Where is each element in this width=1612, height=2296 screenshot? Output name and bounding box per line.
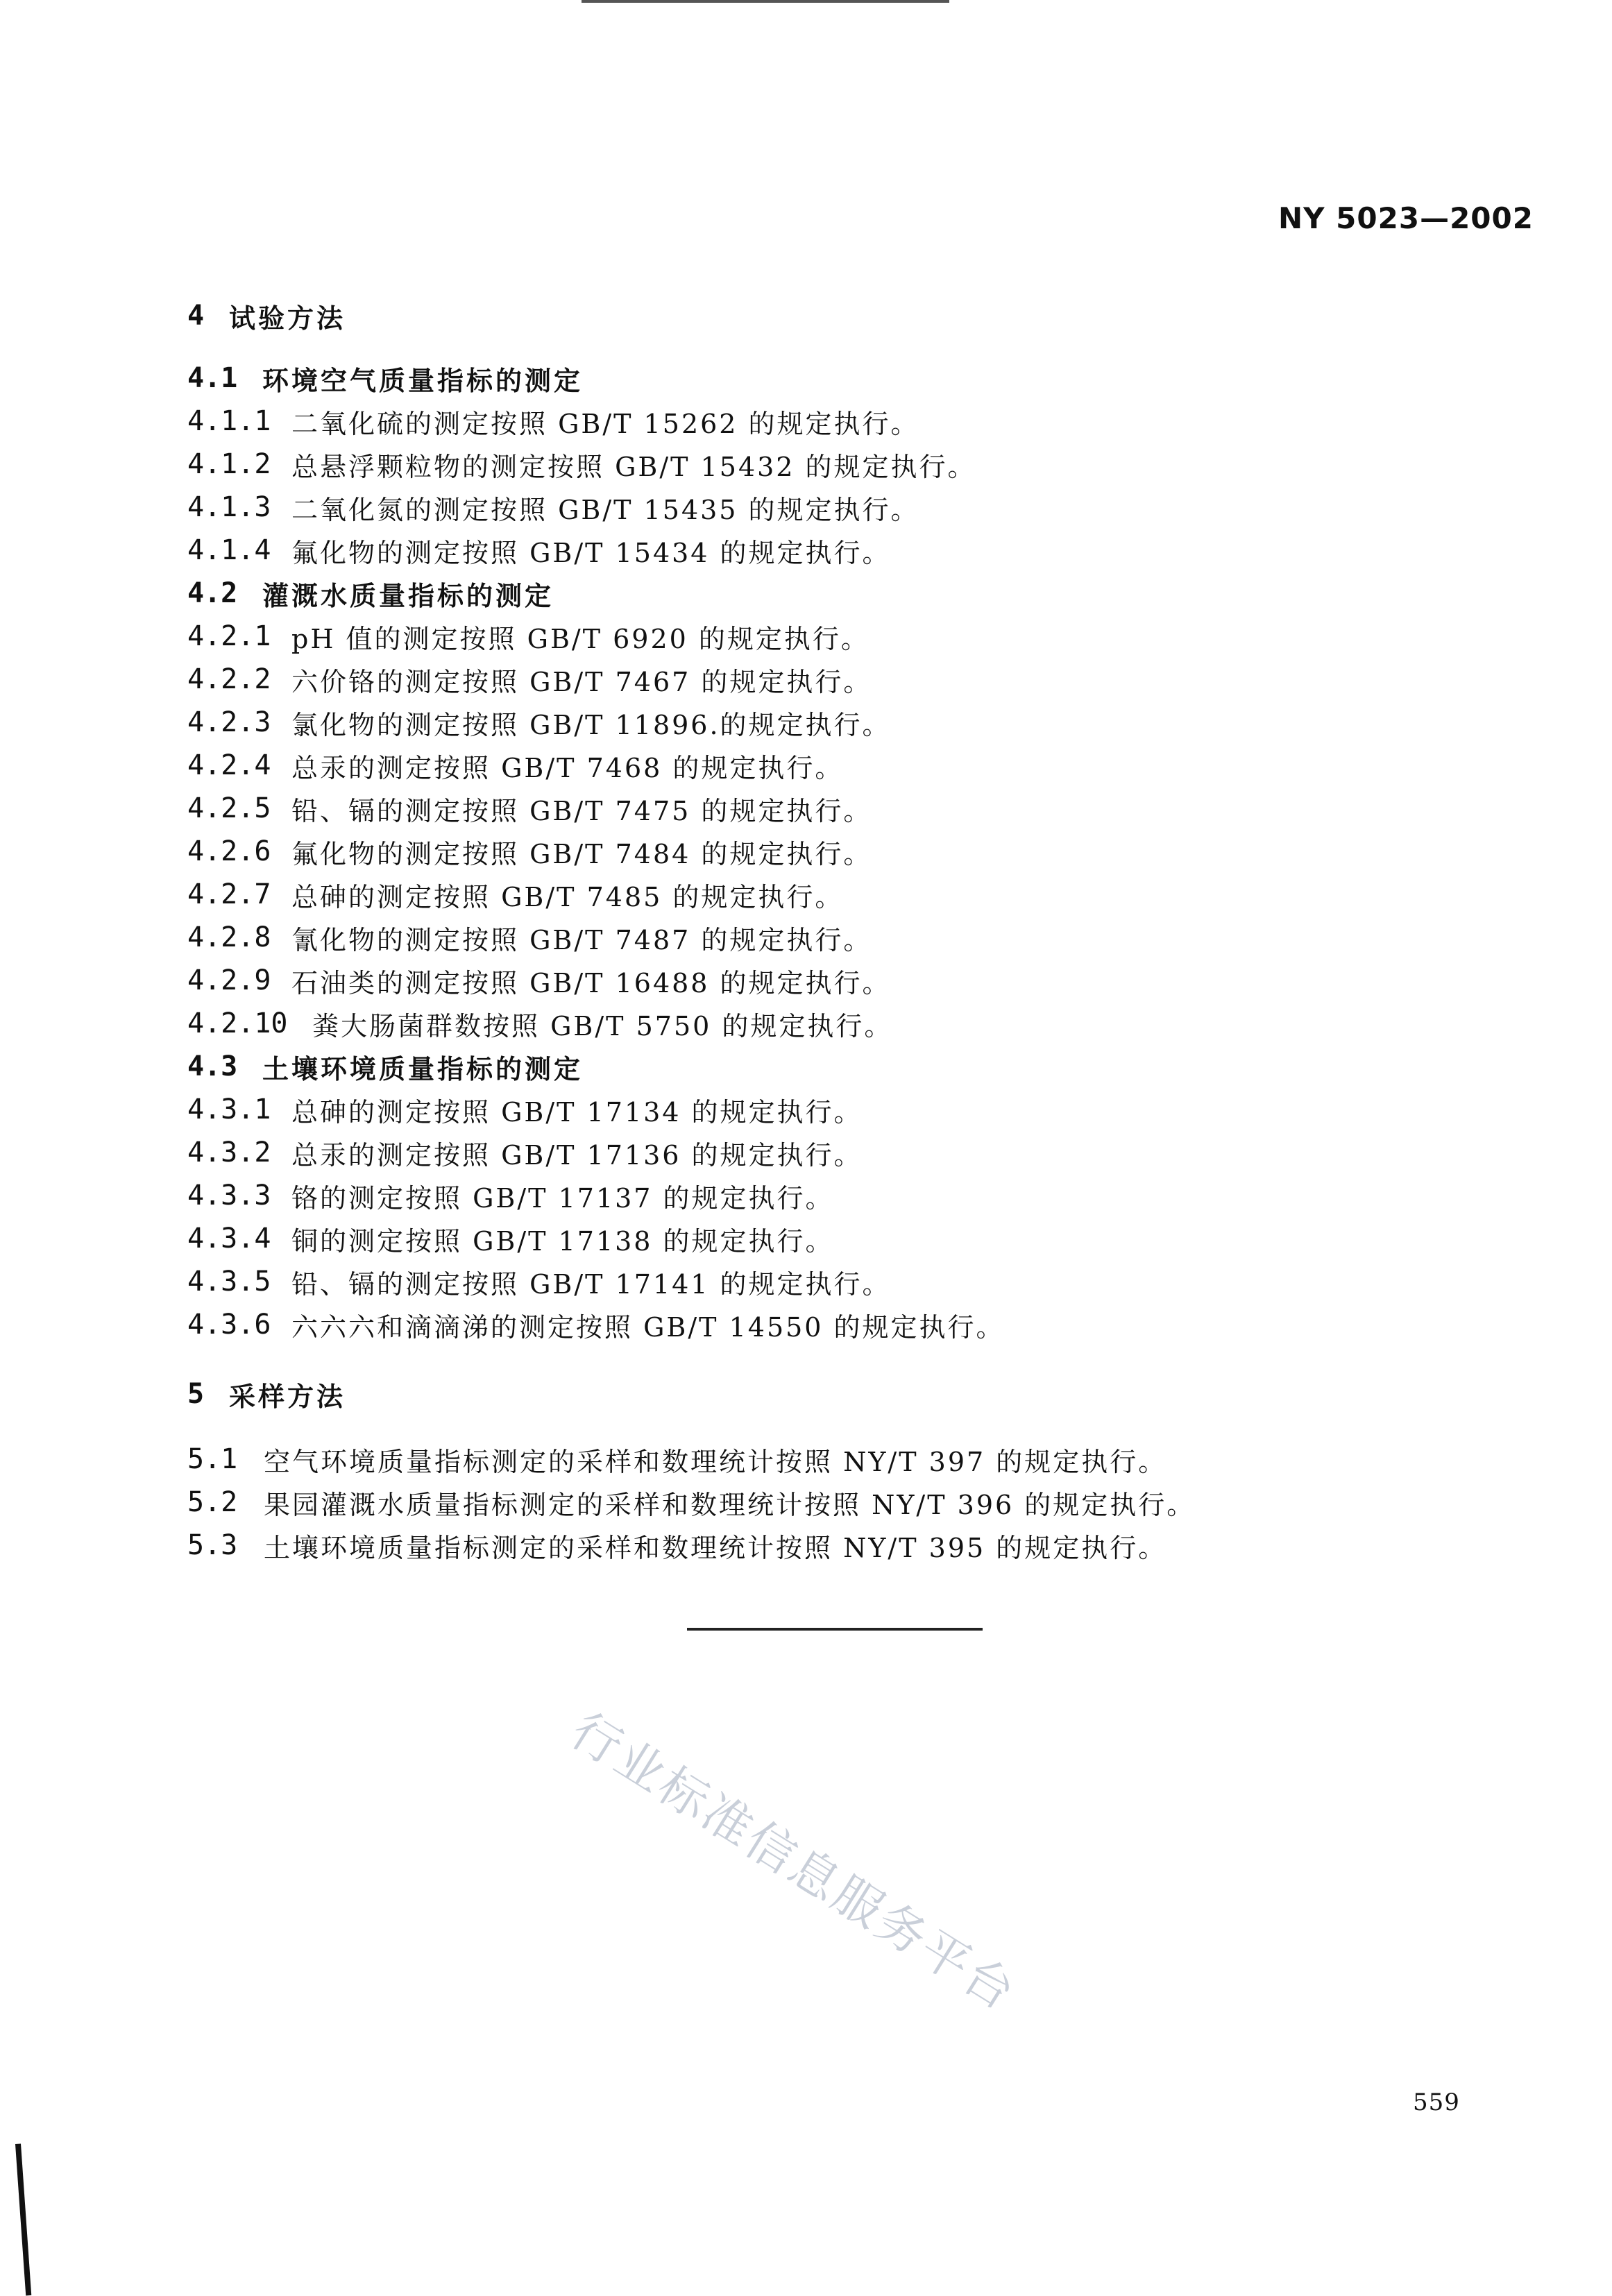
clause-number: 5.3 <box>187 1529 238 1561</box>
clause-number: 4.3.1 <box>187 1094 271 1125</box>
section-number: 4 <box>187 300 205 332</box>
clause-number: 4.2.4 <box>187 749 271 781</box>
clause-line <box>187 1174 834 1217</box>
clause-line <box>187 959 891 1002</box>
clause-text: 铜的测定按照 GB/T 17138 的规定执行。 <box>291 1225 834 1257</box>
clause-text: 六六六和滴滴涕的测定按照 GB/T 14550 的规定执行。 <box>291 1311 1005 1343</box>
clause-line <box>187 1131 863 1174</box>
subsection-number: 4.1 <box>187 362 238 394</box>
section-number: 5 <box>187 1378 205 1410</box>
subsection-title: 土壤环境质量指标的测定 <box>262 1053 584 1085</box>
clause-text: pH 值的测定按照 GB/T 6920 的规定执行。 <box>291 623 869 654</box>
clause-number: 4.2.2 <box>187 663 271 695</box>
clause-line <box>187 1260 891 1303</box>
clause-line <box>187 916 872 959</box>
clause-line <box>187 830 872 873</box>
clause-line <box>187 787 872 830</box>
section-heading <box>187 1372 346 1415</box>
clause-line <box>187 615 869 658</box>
clause-text: 铬的测定按照 GB/T 17137 的规定执行。 <box>291 1182 834 1214</box>
section-heading <box>187 294 346 337</box>
subsection-number: 4.2 <box>187 577 238 609</box>
clause-line <box>187 1438 1166 1481</box>
subsection-title: 灌溉水质量指标的测定 <box>262 580 554 611</box>
section-title: 试验方法 <box>229 303 346 334</box>
clause-text: 总汞的测定按照 GB/T 17136 的规定执行。 <box>291 1139 863 1171</box>
clause-line <box>187 744 843 787</box>
clause-text: 氟化物的测定按照 GB/T 7484 的规定执行。 <box>291 838 872 869</box>
clause-text: 总悬浮颗粒物的测定按照 GB/T 15432 的规定执行。 <box>291 451 976 482</box>
clause-line <box>187 1217 834 1260</box>
clause-text: 氰化物的测定按照 GB/T 7487 的规定执行。 <box>291 924 872 955</box>
subsection-number: 4.3 <box>187 1051 238 1082</box>
clause-text: 总砷的测定按照 GB/T 17134 的规定执行。 <box>291 1096 863 1128</box>
section-title: 采样方法 <box>229 1381 346 1412</box>
clause-number: 4.2.10 <box>187 1007 288 1039</box>
clause-number: 4.3.2 <box>187 1137 271 1168</box>
clause-number: 4.2.5 <box>187 792 271 824</box>
clause-text: 铅、镉的测定按照 GB/T 17141 的规定执行。 <box>291 1268 891 1300</box>
clause-text: 石油类的测定按照 GB/T 16488 的规定执行。 <box>291 967 891 998</box>
clause-text: 空气环境质量指标测定的采样和数理统计按照 NY/T 397 的规定执行。 <box>264 1446 1167 1477</box>
clause-number: 4.3.3 <box>187 1180 271 1211</box>
clause-number: 4.3.5 <box>187 1266 271 1298</box>
clause-line <box>187 1088 863 1131</box>
watermark: 行业标准信息服务平台 <box>561 1701 1027 2023</box>
clause-number: 5.2 <box>187 1486 238 1518</box>
clause-number: 4.2.8 <box>187 921 271 953</box>
clause-line <box>187 1303 1005 1346</box>
clause-number: 4.1.4 <box>187 534 271 566</box>
clause-number: 4.3.6 <box>187 1309 271 1341</box>
clause-text: 粪大肠菌群数按照 GB/T 5750 的规定执行。 <box>312 1010 893 1041</box>
clause-text: 氯化物的测定按照 GB/T 11896.的规定执行。 <box>291 709 891 740</box>
clause-number: 4.2.9 <box>187 964 271 996</box>
clause-number: 4.2.1 <box>187 620 271 652</box>
clause-line <box>187 873 843 916</box>
subsection-title: 环境空气质量指标的测定 <box>262 365 584 396</box>
clause-line <box>187 443 976 486</box>
clause-text: 氟化物的测定按照 GB/T 15434 的规定执行。 <box>291 537 891 568</box>
clause-text: 总砷的测定按照 GB/T 7485 的规定执行。 <box>291 881 844 912</box>
clause-number: 5.1 <box>187 1443 238 1475</box>
document-id: NY 5023—2002 <box>1278 201 1534 235</box>
scan-edge-mark <box>15 2143 31 2295</box>
page-number: 559 <box>1413 2089 1460 2116</box>
subsection-heading <box>187 357 583 400</box>
clause-number: 4.2.3 <box>187 706 271 738</box>
clause-line <box>187 701 891 744</box>
clause-number: 4.1.3 <box>187 491 271 523</box>
clause-number: 4.2.6 <box>187 835 271 867</box>
clause-line <box>187 1002 892 1045</box>
clause-line <box>187 529 891 572</box>
clause-text: 二氧化氮的测定按照 GB/T 15435 的规定执行。 <box>291 494 919 525</box>
clause-text: 铅、镉的测定按照 GB/T 7475 的规定执行。 <box>291 795 872 826</box>
clause-line <box>187 1524 1166 1567</box>
subsection-heading <box>187 572 554 615</box>
clause-number: 4.1.2 <box>187 448 271 480</box>
subsection-heading <box>187 1045 583 1088</box>
clause-line <box>187 486 919 529</box>
clause-text: 二氧化硫的测定按照 GB/T 15262 的规定执行。 <box>291 408 919 439</box>
clause-line <box>187 1481 1195 1524</box>
clause-text: 果园灌溉水质量指标测定的采样和数理统计按照 NY/T 396 的规定执行。 <box>264 1489 1196 1520</box>
clause-number: 4.3.4 <box>187 1223 271 1255</box>
clause-text: 六价铬的测定按照 GB/T 7467 的规定执行。 <box>291 666 872 697</box>
top-edge-rule <box>582 0 949 3</box>
clause-line <box>187 400 919 443</box>
clause-number: 4.2.7 <box>187 878 271 910</box>
clause-text: 总汞的测定按照 GB/T 7468 的规定执行。 <box>291 752 844 783</box>
clause-text: 土壤环境质量指标测定的采样和数理统计按照 NY/T 395 的规定执行。 <box>264 1532 1167 1563</box>
clause-line <box>187 658 872 701</box>
end-of-document-rule <box>687 1628 983 1631</box>
clause-number: 4.1.1 <box>187 405 271 437</box>
